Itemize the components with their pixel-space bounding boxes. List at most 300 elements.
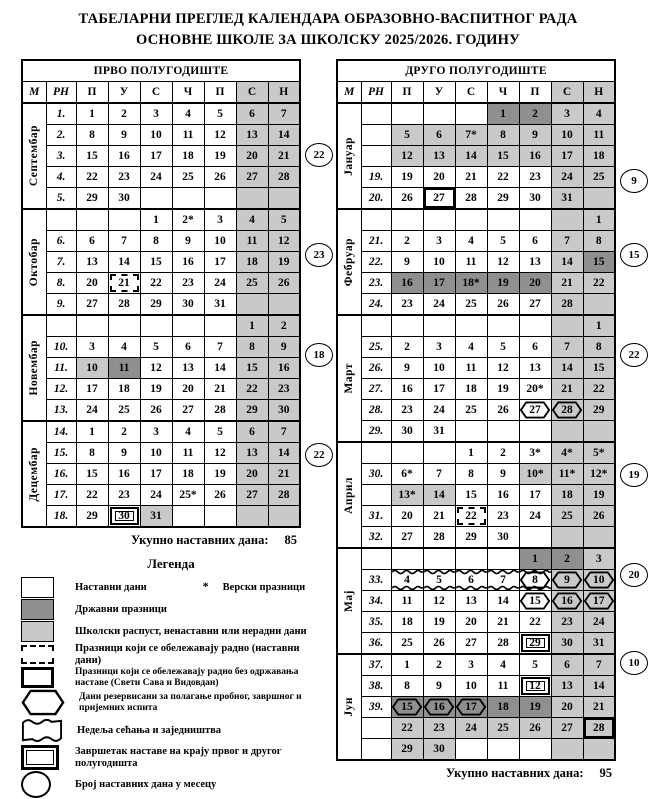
day-cell [519,146,551,167]
day-number: 17 [150,150,162,162]
day-number: 31 [150,510,162,522]
week-row [22,358,300,379]
day-cell [551,633,583,655]
month-name: Мај [342,590,355,612]
day-number: 21 [433,510,445,522]
day-number: 25 [465,404,477,416]
day-number: 11 [182,129,194,141]
day-cell [108,294,140,316]
legend-item-label [79,692,321,713]
day-cell [236,421,268,443]
week-row [337,739,615,761]
week-row [337,125,615,146]
day-cell [76,146,108,167]
day-cell [204,231,236,252]
day-number: 11 [118,362,130,374]
day-cell [487,379,519,400]
day-number: 17 [433,277,445,289]
day-cell [487,464,519,485]
day-number: 18 [246,256,258,268]
state-holidays-swatch-icon [21,599,61,620]
day-cell [423,591,455,612]
day-number: 13 [529,362,541,374]
day-number: 10 [433,362,445,374]
month-name: Септембар [27,125,40,187]
day-number: 16 [401,383,413,395]
legend-item-label [75,581,321,594]
day-cell [76,273,108,294]
day-number: 1 [595,320,602,332]
day-cell [455,485,487,506]
week-number-cell: 7. [46,252,76,273]
week-number-cell: 10. [46,337,76,358]
day-number: 7 [280,426,287,438]
day-number: 24 [433,298,445,310]
page-title [0,0,656,51]
semester-title-row [22,60,300,82]
day-cell [423,697,455,718]
week-row [22,464,300,485]
day-number: 27 [401,531,413,543]
day-number: 7 [436,468,442,480]
day-number: 22 [529,616,541,628]
day-cell [551,400,583,421]
day-number: 14 [593,680,605,692]
day-number: 11 [465,256,477,268]
day-cell [391,464,423,485]
day-number: 1 [89,108,95,120]
day-cell [487,676,519,697]
day-number: 20 [246,468,258,480]
day-cell [519,315,551,337]
legend-item [21,667,321,688]
day-cell [268,358,300,379]
day-cell [551,188,583,210]
day-cell [140,315,172,337]
day-number: 16 [433,701,445,713]
day-number: 23 [433,722,445,734]
week-row [337,358,615,379]
day-cell [487,358,519,379]
week-row [22,273,300,294]
day-number: 6 [532,341,538,353]
day-number: 27 [529,298,541,310]
day-cell [455,676,487,697]
day-cell [76,103,108,125]
day-cell [391,548,423,570]
day-cell [76,294,108,316]
month-label [22,315,46,421]
day-number: 1 [89,426,95,438]
day-number: 18 [497,701,509,713]
week-number-cell: 12. [46,379,76,400]
day-cell [108,167,140,188]
week-row [337,612,615,633]
legend-item-text: Завршетак наставе на крају првог и другог полугодишта [75,746,282,769]
day-number: 22 [497,171,509,183]
column-header: Н [583,82,615,104]
day-number: 14 [465,150,477,162]
week-row [22,337,300,358]
day-number: 30 [118,192,130,204]
day-number: 2 [436,659,442,671]
day-cell [76,209,108,231]
day-cell [108,209,140,231]
day-number: 21 [278,150,290,162]
monthly-count-circle: 22 [620,343,648,367]
legend-item-text: Дани резервисани за полагање пробног, завршног и пријемних испита [79,692,302,713]
day-cell [487,570,519,591]
day-number: 27 [86,298,98,310]
month-label [337,442,361,548]
legend-item [21,745,321,770]
day-cell [108,506,140,528]
day-cell [423,125,455,146]
week-number-cell: 17. [46,485,76,506]
day-cell [487,548,519,570]
day-number: 26 [497,298,509,310]
week-row [337,273,615,294]
day-cell [236,273,268,294]
day-cell [172,294,204,316]
month-label [337,548,361,654]
day-cell [455,464,487,485]
column-header: С [551,82,583,104]
day-cell [455,315,487,337]
day-cell [391,188,423,210]
day-number: 31 [214,298,226,310]
day-cell [519,231,551,252]
day-number: 3 [595,553,602,565]
column-header: С [455,82,487,104]
legend [21,556,321,798]
exam-days-hexagon-icon [21,689,65,716]
day-cell [140,358,172,379]
day-cell [455,718,487,739]
day-number: 12 [278,235,290,247]
day-number: 18* [462,277,480,289]
day-number: 17 [433,383,445,395]
day-cell [204,315,236,337]
day-number: 22 [86,171,98,183]
week-row [22,294,300,316]
day-cell [391,146,423,167]
day-cell [551,167,583,188]
day-cell [172,252,204,273]
legend-item-extra-text: Верски празници [222,582,306,594]
week-row [337,654,615,676]
day-number: 28 [593,722,605,734]
week-row [22,188,300,210]
day-cell [455,612,487,633]
day-number: 29 [593,404,605,416]
day-number: 5 [280,214,287,226]
week-row [337,146,615,167]
day-cell [455,337,487,358]
working-holiday-no-classes-swatch-icon [21,667,61,688]
day-number: 17 [465,701,477,713]
day-number: 16 [182,256,194,268]
day-cell [519,527,551,549]
day-number: 20 [561,701,573,713]
day-cell [455,400,487,421]
day-number: 30 [401,425,413,437]
week-number-cell: 24. [361,294,391,316]
day-number: 19 [593,489,605,501]
week-number-cell: 32. [361,527,391,549]
day-cell [583,739,615,761]
day-cell [519,421,551,443]
day-number: 6 [532,235,538,247]
week-row [337,527,615,549]
day-cell [236,146,268,167]
day-number: 10 [150,447,162,459]
day-cell [108,315,140,337]
day-number: 28 [118,298,130,310]
day-number: 9 [404,256,410,268]
week-row [337,209,615,231]
week-row [337,591,615,612]
day-number: 29 [246,404,258,416]
day-number: 10 [433,256,445,268]
day-cell [551,209,583,231]
day-cell [140,337,172,358]
day-number: 30 [561,637,573,649]
day-cell [423,167,455,188]
day-number: 9 [532,129,538,141]
day-cell [108,252,140,273]
day-cell [140,379,172,400]
week-row [337,718,615,739]
day-cell [140,188,172,210]
day-number: 1 [532,553,538,565]
column-header: У [423,82,455,104]
day-cell [519,209,551,231]
day-number: 11 [593,129,605,141]
day-number: 9 [436,680,442,692]
second-semester-column [336,59,640,799]
day-number: 21 [118,277,130,289]
day-cell [140,167,172,188]
day-cell [172,188,204,210]
day-number: 20 [86,277,98,289]
day-cell [551,464,583,485]
day-cell [172,146,204,167]
day-cell [551,146,583,167]
day-number: 14 [561,256,573,268]
religious-asterisk: * [202,579,209,594]
day-cell [236,209,268,231]
day-cell [204,421,236,443]
day-cell [487,591,519,612]
day-cell [140,103,172,125]
day-number: 26 [214,171,226,183]
day-cell [76,315,108,337]
day-cell [583,103,615,125]
day-cell [76,188,108,210]
day-cell [551,676,583,697]
day-cell [455,633,487,655]
day-cell [140,400,172,422]
day-cell [391,421,423,443]
day-number: 6 [249,426,255,438]
month-name: Јун [342,697,355,717]
day-number: 15 [529,595,541,607]
day-number: 9 [121,447,127,459]
day-number: 10 [561,129,573,141]
day-number: 28 [561,404,573,416]
day-cell [172,273,204,294]
day-number: 4 [468,235,474,247]
week-row [337,506,615,527]
day-cell [455,442,487,464]
day-cell [487,252,519,273]
day-cell [455,697,487,718]
day-number: 25* [179,489,197,501]
week-number-cell [361,485,391,506]
day-cell [455,273,487,294]
monthly-count-circle: 20 [620,563,648,587]
day-cell [583,315,615,337]
day-cell [108,358,140,379]
day-number: 10 [150,129,162,141]
day-cell [172,337,204,358]
day-cell [487,612,519,633]
day-number: 24 [433,404,445,416]
day-number: 19 [529,701,541,713]
day-number: 3 [564,108,570,120]
day-number: 17 [214,256,226,268]
day-number: 19 [214,468,226,480]
day-number: 14 [561,362,573,374]
day-cell [204,167,236,188]
day-cell [487,337,519,358]
day-cell [236,252,268,273]
day-cell [76,231,108,252]
day-number: 9 [500,468,506,480]
day-cell [204,252,236,273]
week-number-cell [361,718,391,739]
day-cell [172,358,204,379]
day-cell [140,125,172,146]
day-cell [583,570,615,591]
day-cell [519,654,551,676]
day-cell [204,125,236,146]
week-number-cell: 23. [361,273,391,294]
day-cell [455,146,487,167]
day-number: 2 [404,235,410,247]
day-cell [455,167,487,188]
day-number: 4 [595,108,602,120]
day-number: 15 [593,362,605,374]
day-cell [487,231,519,252]
day-cell [583,400,615,421]
week-row [337,252,615,273]
day-cell [391,591,423,612]
day-cell [583,697,615,718]
day-cell [551,315,583,337]
day-cell [391,697,423,718]
day-cell [583,485,615,506]
day-cell [583,718,615,739]
day-number: 8 [468,468,474,480]
monthly-count-circle: 19 [620,463,648,487]
day-cell [204,209,236,231]
day-number: 18 [593,150,605,162]
day-cell [487,103,519,125]
day-cell [268,146,300,167]
legend-item-label [75,779,321,791]
day-number: 19 [214,150,226,162]
day-number: 11 [246,235,258,247]
day-number: 11 [465,362,477,374]
day-cell [391,273,423,294]
column-header: П [391,82,423,104]
day-cell [583,379,615,400]
day-cell [108,464,140,485]
monthly-count-circle: 23 [305,243,333,267]
day-cell [583,358,615,379]
remembrance-week-wave-icon [21,717,63,744]
column-header: П [204,82,236,104]
month-name: Април [342,476,355,514]
working-holiday-teaching-swatch-icon [21,645,61,664]
day-cell [487,146,519,167]
day-cell [519,570,551,591]
day-cell [108,231,140,252]
week-row [22,209,300,231]
day-cell [551,527,583,549]
school-break-swatch-icon [21,621,61,642]
day-cell [455,570,487,591]
day-cell [423,337,455,358]
day-number: 29 [465,531,477,543]
day-cell [391,718,423,739]
day-cell [583,252,615,273]
day-cell [204,103,236,125]
day-cell [268,125,300,146]
legend-item-label [75,643,321,666]
month-label [337,103,361,209]
day-cell [583,209,615,231]
day-number: 2 [532,108,538,120]
day-cell [455,103,487,125]
week-row [337,442,615,464]
monthly-count-circle: 22 [305,443,333,467]
day-number: 5 [532,659,538,671]
day-number: 2 [121,426,127,438]
day-cell [583,591,615,612]
day-cell [423,527,455,549]
day-cell [172,315,204,337]
day-number: 28 [433,531,445,543]
day-number: 29 [86,192,98,204]
day-number: 11 [182,447,194,459]
day-number: 11* [558,468,576,480]
day-cell [108,103,140,125]
month-name: Новембар [27,340,40,396]
day-cell [236,506,268,528]
day-number: 7* [465,129,477,141]
day-number: 15 [150,256,162,268]
week-row [337,294,615,316]
day-number: 9 [404,362,410,374]
column-header: С [140,82,172,104]
week-number-cell [361,442,391,464]
legend-item-text: Број наставних дана у месецу [75,778,217,790]
day-cell [108,146,140,167]
day-cell [423,676,455,697]
